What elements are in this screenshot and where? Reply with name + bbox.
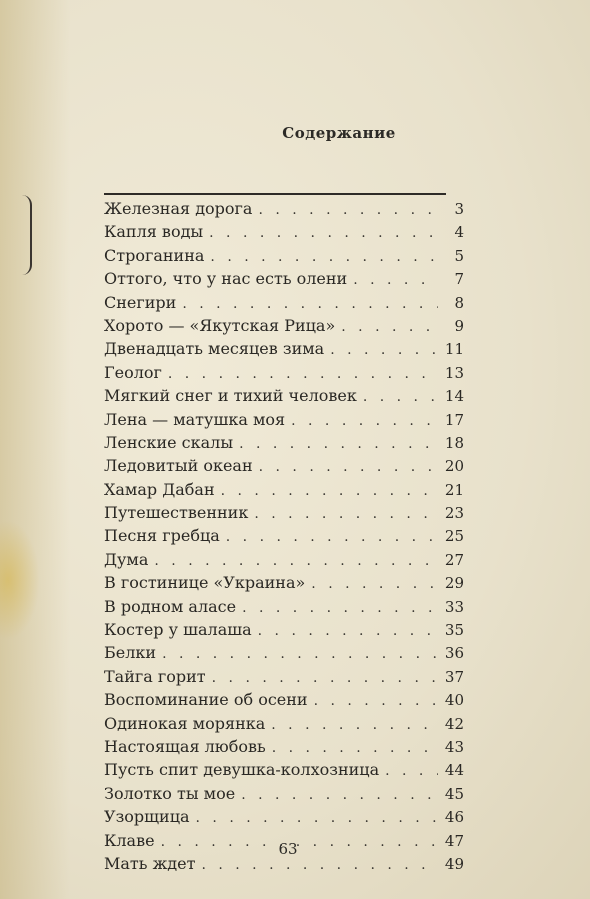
dot-leader (209, 222, 438, 245)
toc-entry-title: Костер у шалаша (104, 620, 252, 640)
toc-entry-page: 42 (444, 714, 464, 733)
toc-entry-title: Мать ждет (104, 853, 196, 873)
dot-leader (242, 597, 438, 620)
dot-leader (154, 550, 438, 573)
toc-entry-title: В гостинице «Украина» (104, 573, 306, 593)
toc-entry-title: Хорото — «Якутская Рица» (104, 315, 336, 335)
dot-leader (196, 807, 438, 830)
dot-leader (241, 784, 438, 807)
dot-leader (239, 433, 438, 456)
toc-entry-title: В родном аласе (104, 596, 237, 616)
toc-entry-page: 3 (454, 200, 464, 218)
toc-entry (104, 337, 464, 360)
toc-entry-page: 17 (444, 410, 464, 429)
toc-entry (104, 571, 464, 594)
toc-entry-title: Клаве (104, 830, 155, 850)
toc-entry (104, 665, 464, 688)
toc-entry (104, 618, 464, 641)
toc-entry-page: 21 (444, 480, 464, 499)
toc-entry-title: Мягкий снег и тихий человек (104, 386, 357, 406)
toc-entry (104, 805, 464, 828)
page-number: 63 (278, 840, 298, 858)
toc-entry-page: 23 (444, 504, 464, 523)
toc-entry (104, 595, 464, 618)
table-of-contents (104, 197, 464, 875)
toc-entry-title: Двенадцать месяцев зима (104, 339, 325, 359)
toc-entry-page: 20 (444, 457, 464, 476)
dot-leader (291, 410, 438, 433)
dot-leader (182, 293, 438, 316)
toc-entry-title: Лена — матушка моя (104, 409, 286, 429)
toc-entry-page: 4 (454, 223, 464, 242)
toc-entry-page: 13 (444, 363, 464, 382)
toc-entry-page: 40 (444, 691, 464, 710)
contents-heading: Содержание (282, 124, 396, 142)
toc-entry (104, 267, 464, 290)
toc-entry-title: Золотко ты мое (104, 783, 236, 803)
dot-leader (314, 690, 438, 713)
dot-leader (226, 526, 438, 549)
dot-leader (212, 667, 438, 690)
toc-entry-page: 25 (444, 527, 464, 546)
toc-entry-title: Снегири (104, 292, 177, 312)
toc-entry-page: 46 (444, 808, 464, 827)
toc-entry-title: Пусть спит девушка-колхозница (104, 760, 380, 780)
toc-entry (104, 291, 464, 314)
toc-entry-title: Песня гребца (104, 526, 220, 546)
dot-leader (258, 199, 438, 222)
toc-entry-title: Одинокая морянка (104, 713, 266, 733)
dot-leader (254, 503, 438, 526)
toc-entry (104, 244, 464, 267)
dot-leader (162, 643, 438, 666)
toc-entry (104, 712, 464, 735)
toc-entry-title: Геолог (104, 362, 162, 382)
toc-entry (104, 782, 464, 805)
toc-entry-page: 43 (444, 737, 464, 756)
toc-entry-title: Настоящая любовь (104, 736, 266, 756)
toc-entry-title: Белки (104, 643, 157, 663)
toc-entry-page: 36 (444, 644, 464, 663)
toc-entry (104, 641, 464, 664)
toc-entry-page: 8 (454, 293, 464, 312)
toc-entry-title: Путешественник (104, 503, 249, 523)
toc-entry-title: Ленские скалы (104, 432, 234, 452)
toc-entry-page: 27 (444, 550, 464, 569)
toc-entry-title: Оттого, что у нас есть олени (104, 269, 348, 289)
toc-entry-page: 5 (454, 246, 464, 265)
dot-leader (271, 714, 438, 737)
toc-entry-page: 18 (444, 433, 464, 452)
binding-mark (12, 195, 32, 275)
toc-entry (104, 758, 464, 781)
toc-entry-page: 37 (444, 667, 464, 686)
toc-entry (104, 478, 464, 501)
toc-entry-title: Дума (104, 549, 149, 569)
dot-leader (259, 456, 438, 479)
toc-entry-page: 9 (454, 316, 464, 335)
toc-entry (104, 735, 464, 758)
heading-rule (104, 193, 446, 195)
toc-entry-title: Ледовитый океан (104, 456, 253, 476)
toc-entry-title: Воспоминание об осени (104, 690, 308, 710)
dot-leader (201, 854, 438, 877)
toc-entry-page: 45 (444, 784, 464, 803)
dot-leader (258, 620, 438, 643)
dot-leader (311, 573, 438, 596)
toc-entry (104, 548, 464, 571)
toc-entry (104, 408, 464, 431)
toc-entry-title: Тайга горит (104, 666, 206, 686)
dot-leader (353, 269, 438, 292)
toc-entry-title: Строганина (104, 245, 205, 265)
toc-entry (104, 220, 464, 243)
toc-entry-title: Узорщица (104, 807, 190, 827)
toc-entry (104, 524, 464, 547)
toc-entry (104, 688, 464, 711)
toc-entry-title: Капля воды (104, 222, 204, 242)
dot-leader (210, 246, 438, 269)
toc-entry-page: 35 (444, 621, 464, 640)
toc-entry (104, 361, 464, 384)
dot-leader (330, 339, 438, 362)
toc-entry-page: 29 (444, 574, 464, 593)
toc-entry (104, 501, 464, 524)
toc-entry (104, 314, 464, 337)
toc-entry-page: 11 (444, 340, 464, 359)
toc-entry (104, 431, 464, 454)
dot-leader (168, 363, 438, 386)
toc-entry-title: Хамар Дабан (104, 479, 215, 499)
dot-leader (385, 760, 438, 783)
toc-entry-page: 33 (444, 597, 464, 616)
dot-leader (221, 480, 438, 503)
toc-entry-page: 14 (444, 387, 464, 406)
toc-entry-page: 44 (444, 761, 464, 780)
toc-entry (104, 384, 464, 407)
toc-entry-page: 47 (444, 831, 464, 850)
toc-entry (104, 454, 464, 477)
dot-leader (341, 316, 438, 339)
toc-entry-page: 7 (454, 270, 464, 289)
dot-leader (272, 737, 438, 760)
toc-entry-title: Железная дорога (104, 199, 253, 218)
toc-entry-page: 49 (444, 854, 464, 873)
paper-spot (0, 520, 40, 640)
toc-entry (104, 197, 464, 220)
dot-leader (363, 386, 438, 409)
